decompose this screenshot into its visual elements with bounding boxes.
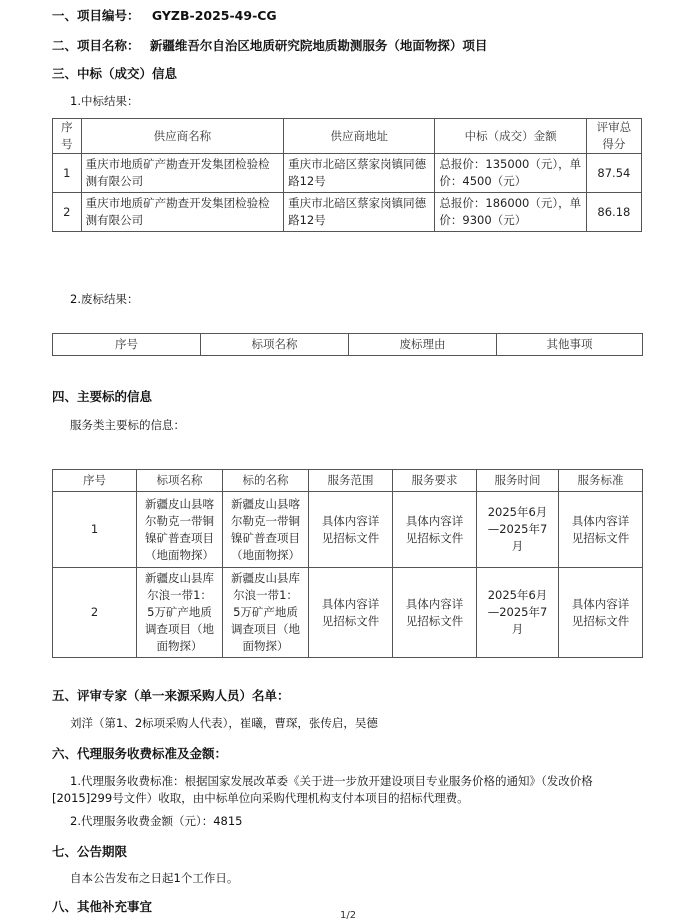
agency-fee-standard-line1: 1.代理服务收费标准：根据国家发展改革委《关于进一步放开建设项目专业服务价格的通知》（发改价格 [70,774,593,788]
table-row [53,154,642,193]
subject-cell-req: 具体内容详见招标文件 [393,492,477,568]
subject-table [52,469,643,658]
subject-info-label: 服务类主要标的信息： [70,418,185,432]
subject-header-item: 标项名称 [137,470,223,492]
experts-list: 刘洋（第1、2标项采购人代表），崔曦，曹琛，张传启，吴德 [70,716,378,730]
subject-cell-std: 具体内容详见招标文件 [559,568,643,658]
subject-header-time: 服务时间 [477,470,559,492]
agency-fee-amount: 2.代理服务收费金额（元）：4815 [70,814,243,828]
notice-period-heading: 七、公告期限 [52,844,128,859]
subject-header-std: 服务标准 [559,470,643,492]
invalid-header-reason: 废标理由 [349,334,497,356]
project-number-value: GYZB-2025-49-CG [151,8,277,23]
award-cell-addr: 重庆市北碚区蔡家岗镇同德路12号 [284,154,435,193]
notice-period-text: 自本公告发布之日起1个工作日。 [70,871,239,885]
subject-cell-time: 2025年6月—2025年7月 [477,568,559,658]
subject-cell-time: 2025年6月—2025年7月 [477,492,559,568]
subject-cell-req: 具体内容详见招标文件 [393,568,477,658]
subject-cell-item: 新疆皮山县库尔浪一带1：5万矿产地质调查项目（地面物探） [137,568,223,658]
award-header-score: 评审总得分 [586,119,641,154]
award-header-name: 供应商名称 [81,119,283,154]
award-result-label: 1.中标结果： [70,94,139,108]
subject-header-no: 序号 [53,470,137,492]
subject-cell-target: 新疆皮山县库尔浪一带1：5万矿产地质调查项目（地面物探） [223,568,309,658]
table-row [53,492,643,568]
subject-header-target: 标的名称 [223,470,309,492]
experts-heading: 五、评审专家（单一来源采购人员）名单： [52,688,290,703]
award-cell-score: 87.54 [586,154,641,193]
award-cell-name: 重庆市地质矿产勘查开发集团检验检测有限公司 [81,154,283,193]
award-info-heading: 三、中标（成交）信息 [52,66,178,81]
project-name-line [52,36,487,54]
other-matters-heading: 八、其他补充事宜 [52,899,153,914]
subject-header-req: 服务要求 [393,470,477,492]
project-name-value: 新疆维吾尔自治区地质研究院地质勘测服务（地面物探）项目 [149,38,488,53]
agency-fee-standard-line2: [2015]299号文件）收取，由中标单位向采购代理机构支付本项目的招标代理费。 [52,791,469,805]
project-number-label: 一、项目编号： [52,8,140,23]
subject-cell-no: 1 [53,492,137,568]
subject-cell-item: 新疆皮山县喀尔勒克一带铜镍矿普查项目（地面物探） [137,492,223,568]
award-cell-amount: 总报价：186000（元），单价：9300（元） [435,193,586,232]
award-cell-name: 重庆市地质矿产勘查开发集团检验检测有限公司 [81,193,283,232]
subject-info-heading: 四、主要标的信息 [52,389,153,404]
award-cell-no: 2 [53,193,82,232]
invalid-header-item: 标项名称 [201,334,349,356]
award-cell-no: 1 [53,154,82,193]
invalid-header-other: 其他事项 [497,334,643,356]
agency-fee-heading: 六、代理服务收费标准及金额： [52,746,228,761]
subject-cell-std: 具体内容详见招标文件 [559,492,643,568]
award-table [52,118,642,232]
project-name-label: 二、项目名称： [52,38,140,53]
award-cell-amount: 总报价：135000（元），单价：4500（元） [435,154,586,193]
invalid-result-label: 2.废标结果： [70,292,139,306]
subject-cell-scope: 具体内容详见招标文件 [309,492,393,568]
award-header-no: 序号 [53,119,82,154]
award-header-addr: 供应商地址 [284,119,435,154]
project-number-line [52,6,277,24]
subject-header-scope: 服务范围 [309,470,393,492]
award-header-amount: 中标（成交）金额 [435,119,586,154]
subject-cell-target: 新疆皮山县喀尔勒克一带铜镍矿普查项目（地面物探） [223,492,309,568]
page-number: 1/2 [340,910,357,921]
table-row [53,193,642,232]
table-row [53,568,643,658]
subject-cell-no: 2 [53,568,137,658]
award-cell-addr: 重庆市北碚区蔡家岗镇同德路12号 [284,193,435,232]
subject-cell-scope: 具体内容详见招标文件 [309,568,393,658]
invalid-header-no: 序号 [53,334,201,356]
invalid-table [52,333,643,356]
award-cell-score: 86.18 [586,193,641,232]
